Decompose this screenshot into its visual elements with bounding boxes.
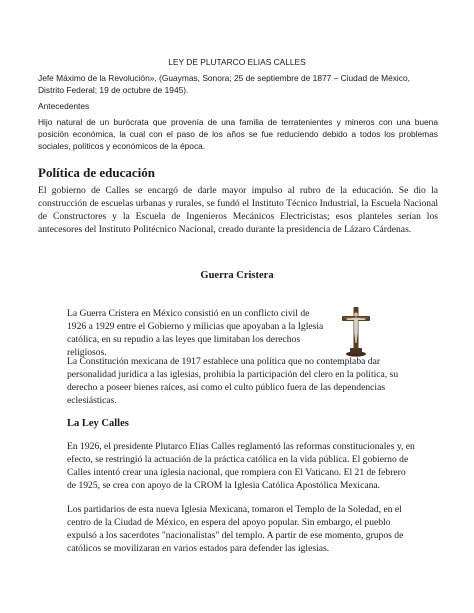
politica-heading: Política de educación (38, 165, 155, 180)
constitucion-paragraph: La Constitución mexicana de 1917 establece una política que no contemplaba dar personalidad jurídica a las iglesias, prohibía la participación del clero en la política, su derecho a poseer bienes raíces, así como el culto público fuera de las dependencias eclesiásticas. (67, 356, 399, 407)
ley-paragraph-2: Los partidarios de esta nueva Iglesia Mexicana, tomaron el Templo de la Soledad, en el centro de la Ciudad de México, en espera del apoyo popular. Sin embargo, el pueblo expulsó a los sacerdotes "nacionalistas" del templo. A partir de ese momento, grupos de católicos se movilizaran en varios estados para defender las iglesias. (67, 504, 404, 555)
cristera-heading: Guerra Cristera (200, 270, 274, 281)
document-title: LEY DE PLUTARCO ELIAS CALLES (168, 57, 306, 67)
antecedentes-paragraph: Hijo natural de un burócrata que provenía de una familia de terratenientes y mineros con una buena posición económica, la cual con el paso de los años se fue reduciendo debido a todos los problemas sociales, políticos y económicos de la época. (38, 117, 438, 152)
intro-paragraph: Jefe Máximo de la Revolución», (Guaymas, Sonora; 25 de septiembre de 1877 – Ciudad de México, Distrito Federal; 19 de octubre de 1945). (38, 73, 410, 96)
antecedentes-heading: Antecedentes (38, 101, 90, 111)
ley-heading: La Ley Calles (67, 418, 129, 429)
crucifix-icon (336, 305, 376, 357)
politica-paragraph: El gobierno de Calles se encargó de darle mayor impulso al rubro de la educación. Se dio la construcción de escuelas urbanas y rurales, se fundó el Instituto Técnico Industrial, la Escuela Nacional de Constructores y la Escuela de Ingenieros Mecánicos Electricistas; esos planteles serían los antecesores del Instituto Politécnico Nacional, creado durante la presidencia de Lázaro Cárdenas. (38, 185, 438, 236)
ley-paragraph-1: En 1926, el presidente Plutarco Elías Calles reglamentó las reformas constitucionales y, en efecto, se restringió la actuación de la práctica católica en la vida pública. El gobierno de Calles intentó crear una iglesia nacional, que rompiera con El Vaticano. El 21 de febrero de 1925, se crea con apoyo de la CROM la Iglesia Católica Apostólica Mexicana. (67, 441, 415, 492)
cristera-paragraph: La Guerra Cristera en México consistió en un conflicto civil de 1926 a 1929 entre el Gobierno y milicias que apoyaban a la Iglesia católica, en su repudio a las leyes que limitaban los derechos religiosos. (67, 308, 324, 359)
